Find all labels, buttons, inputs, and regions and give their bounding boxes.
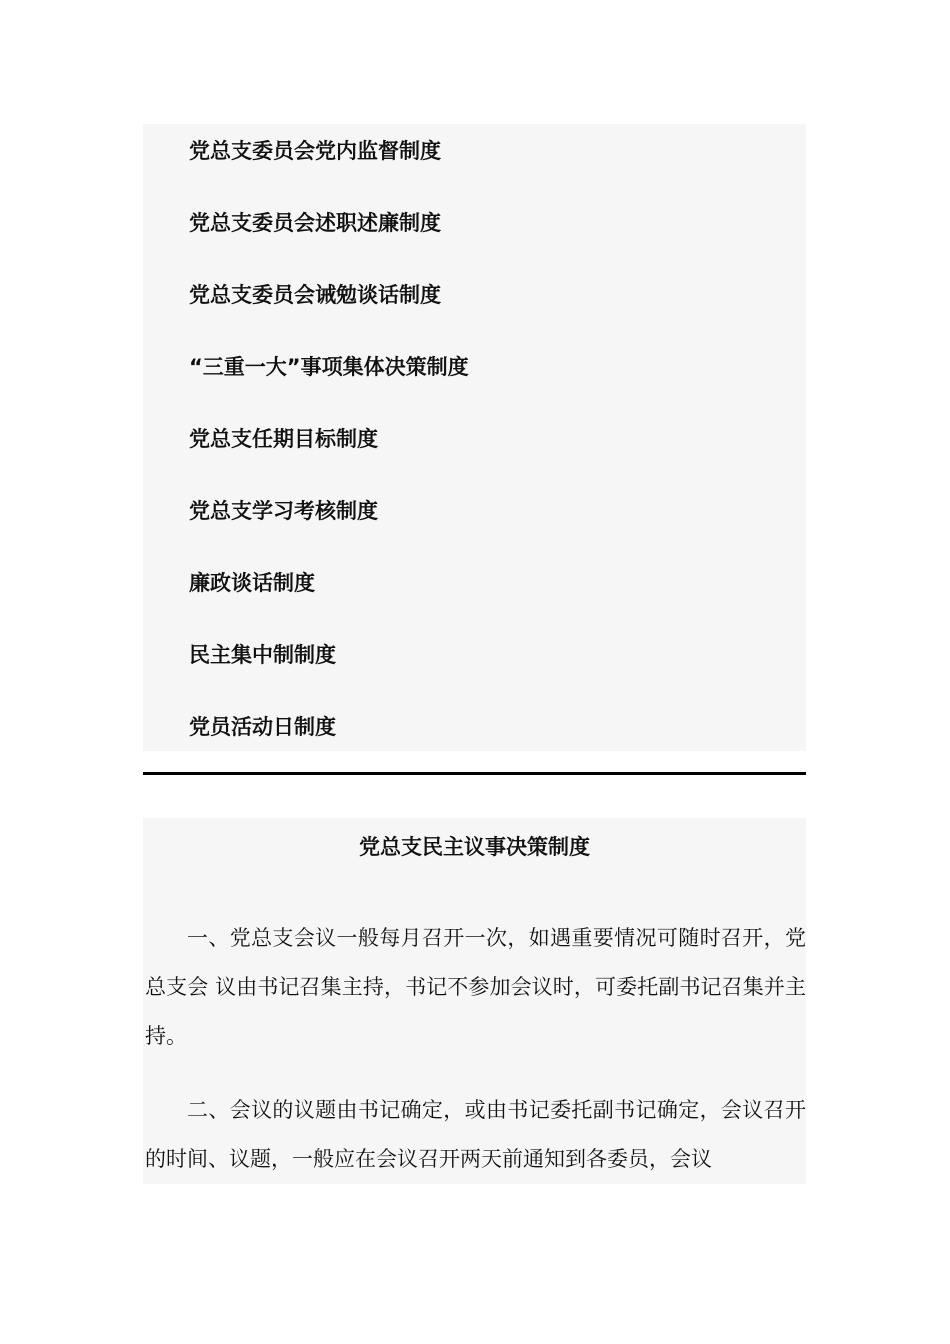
document-paragraph: 一、党总支会议一般每月召开一次，如遇重要情况可随时召开，党总支会 议由书记召集主持，书记不参加会议时，可委托副书记召集并主持。 bbox=[145, 926, 806, 1048]
policy-list-item: 党总支委员会诫勉谈话制度 bbox=[189, 283, 441, 307]
document-paragraph: 二、会议的议题由书记确定，或由书记委托副书记确定，会议召开的时间、议题，一般应在会议召开两天前通知到各委员，会议 bbox=[145, 1098, 806, 1171]
policy-list-item: 廉政谈话制度 bbox=[189, 571, 315, 595]
policy-list-item: “三重一大”事项集体决策制度 bbox=[189, 355, 469, 379]
policy-list-item: 党总支委员会党内监督制度 bbox=[189, 139, 441, 163]
policy-list-item: 党总支学习考核制度 bbox=[189, 499, 378, 523]
policy-list-item: 党总支委员会述职述廉制度 bbox=[189, 211, 441, 235]
document-section bbox=[143, 818, 806, 1184]
document-title: 党总支民主议事决策制度 bbox=[359, 835, 590, 859]
section-divider bbox=[143, 772, 806, 775]
policy-list-item: 民主集中制制度 bbox=[189, 643, 336, 667]
policy-list-item: 党总支任期目标制度 bbox=[189, 427, 378, 451]
policy-list-item: 党员活动日制度 bbox=[189, 715, 336, 739]
policy-list bbox=[143, 124, 806, 751]
